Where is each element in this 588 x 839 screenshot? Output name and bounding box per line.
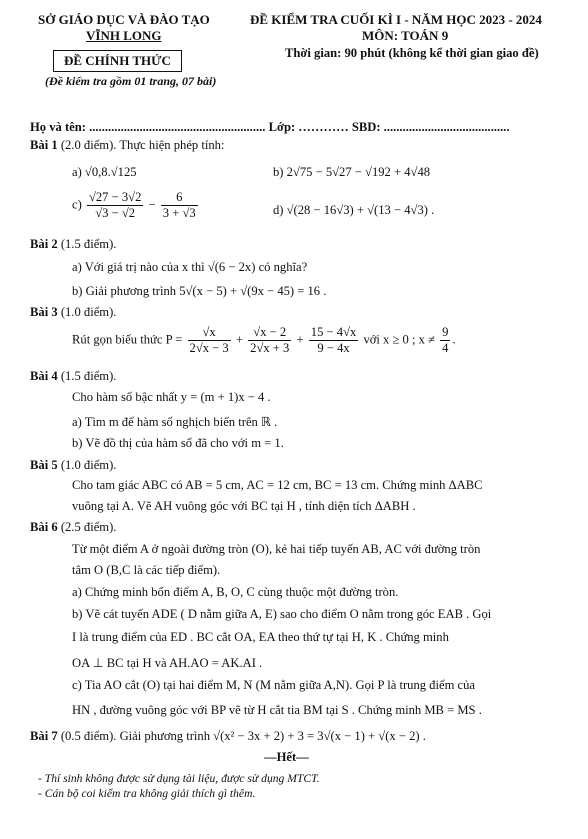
problem-2-points: (1.5 điểm). [60,237,117,251]
problem-2-title: Bài 2 [30,237,58,251]
problem-1b: b) 2√75 − 5√27 − √192 + 4√48 [273,165,431,179]
problem-6b-line-1: b) Vẽ cát tuyến ADE ( D nằm giữa A, E) sao cho điểm O nằm trong góc EAB . Gọi [72,607,492,621]
student-info-line: Họ và tên: ........................................................ Lớp: ………… SBD: ........................................ [30,120,510,134]
problem-6-line-2: tâm O (B,C là các tiếp điểm). [72,563,221,577]
problem-1c: c) $\frac{√27 - 3√2}{√3 - √2}$ − $\frac{6}{3 + √3}$ [72,190,196,220]
fraction-denominator: 9 − 4x [317,341,350,355]
problem-6b-line-2: I là trung điểm của ED . BC cắt OA, EA theo thứ tự tại H, K . Chứng minh [72,630,449,644]
footer-note-1: - Thí sinh không được sử dụng tài liệu, được sử dụng MTCT. [38,772,320,785]
fraction-denominator: 3 + √3 [162,206,196,220]
problem-6-points: (2.5 điểm). [60,520,117,534]
problem-3-condition: với x ≥ 0 ; x ≠ [363,332,435,347]
problem-1d: d) √(28 − 16√3) + √(13 − 4√3) . [273,203,435,217]
fraction-numerator: 6 [161,190,198,206]
problem-1-title: Bài 1 [30,138,58,152]
problem-6c-line-2: HN , đường vuông góc với BP vẽ từ H cắt tia BM tại S . Chứng minh MB = MS . [72,703,482,717]
problem-1c-fraction-1 [87,190,143,221]
exam-title: ĐỀ KIỂM TRA CUỐI KÌ I - NĂM HỌC 2023 - 2024 [250,12,542,27]
fraction-numerator: 15 − 4√x [310,325,357,339]
province-name: VĨNH LONG [86,28,162,43]
exam-duration: Thời gian: 90 phút (không kể thời gian giao đề) [285,46,539,60]
subject-title: MÔN: TOÁN 9 [362,28,449,43]
problem-5-heading [30,458,116,473]
problem-4a: a) Tìm m để hàm số nghịch biến trên ℝ . [72,415,278,429]
problem-6c-line-1: c) Tia AO cắt (O) tại hai điểm M, N (M nằm giữa A,N). Gọi P là trung điểm của [72,678,475,692]
fraction-denominator: 2√x + 3 [250,341,290,355]
problem-7-title: Bài 7 [30,729,58,743]
problem-4-title: Bài 4 [30,369,58,383]
problem-1c-fraction-2 [161,190,198,221]
problem-7-heading [30,729,426,744]
problem-1-heading [30,138,224,153]
problem-3-condition-fraction [440,325,450,356]
problem-1c-label: c) [72,197,82,212]
problem-4-intro: Cho hàm số bậc nhất y = (m + 1)x − 4 . [72,390,271,404]
problem-3-text: Rút gọn biểu thức P = [72,332,183,347]
problem-1a: a) √0,8.√125 [72,165,137,179]
problem-3-expression: Rút gọn biểu thức P = $\frac{√x}{2√x - 3}$ + $\frac{√x - 2}{2√x + 3}$ + $\frac{15 - 4√x}{9 - 4x}$ với x ≥ 0 ; x ≠ $\frac{9}{4}$ . [72,325,456,355]
problem-3-fraction-3 [309,325,359,356]
problem-3-heading [30,305,116,320]
problem-2b: b) Giải phương trình 5√(x − 5) + √(9x − 45) = 16 . [72,284,327,298]
problem-6-line-1: Từ một điểm A ở ngoài đường tròn (O), kẻ hai tiếp tuyến AB, AC với đường tròn [72,542,481,556]
fraction-denominator: 4 [442,341,449,355]
problem-4-points: (1.5 điểm). [60,369,117,383]
official-exam-box: ĐỀ CHÍNH THỨC [53,50,182,72]
fraction-numerator: √x − 2 [248,325,291,341]
problem-6-heading [30,520,116,535]
fraction-numerator: √x [188,325,231,341]
problem-7-text: (0.5 điểm). Giải phương trình √(x² − 3x + 2) + 3 = 3√(x − 1) + √(x − 2) . [60,729,426,743]
problem-5-points: (1.0 điểm). [60,458,117,472]
fraction-numerator: 9 [442,325,449,339]
problem-2-heading [30,237,116,252]
problem-4-heading [30,369,116,384]
problem-3-points: (1.0 điểm). [60,305,117,319]
problem-3-fraction-1 [188,325,231,356]
problem-4b: b) Vẽ đồ thị của hàm số đã cho với m = 1. [72,436,284,450]
problem-2a: a) Với giá trị nào của x thì √(6 − 2x) có nghĩa? [72,260,308,274]
problem-5-line-2: vuông tại A. Vẽ AH vuông góc với BC tại H , tính diện tích ΔABH . [72,499,416,513]
pages-note: (Đề kiểm tra gồm 01 trang, 07 bài) [45,74,217,88]
problem-6-title: Bài 6 [30,520,58,534]
footer-note-2: - Cán bộ coi kiểm tra không giải thích gì thêm. [38,787,256,800]
problem-5-title: Bài 5 [30,458,58,472]
problem-1-points: (2.0 điểm). Thực hiện phép tính: [60,138,225,152]
fraction-denominator: √3 − √2 [95,206,136,220]
problem-3-title: Bài 3 [30,305,58,319]
end-mark: —Hết— [264,750,309,764]
fraction-numerator: √27 − 3√2 [88,190,142,204]
department-name: SỞ GIÁO DỤC VÀ ĐÀO TẠO [38,12,210,27]
problem-6a: a) Chứng minh bốn điểm A, B, O, C cùng thuộc một đường tròn. [72,585,399,599]
problem-6b-line-3: OA ⊥ BC tại H và AH.AO = AK.AI . [72,656,263,670]
fraction-denominator: 2√x − 3 [189,341,229,355]
problem-3-fraction-2 [248,325,291,356]
problem-5-line-1: Cho tam giác ABC có AB = 5 cm, AC = 12 cm, BC = 13 cm. Chứng minh ΔABC [72,478,483,492]
